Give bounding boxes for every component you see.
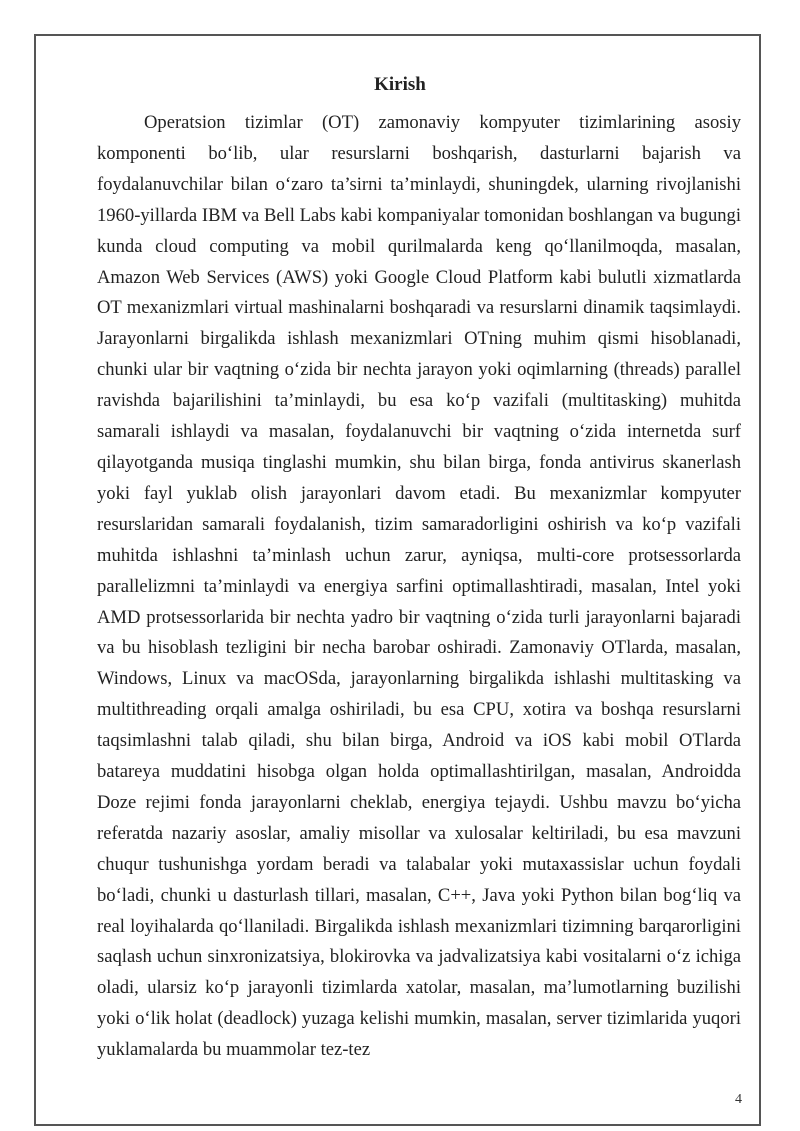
body-paragraph: Operatsion tizimlar (OT) zamonaviy kompyuter tizimlarining asosiy komponenti bo‘lib, ular resurslarni boshqarish, dasturlarni bajarish va foydalanuvchilar bilan o‘zaro ta’sirni ta’minlaydi, shuningdek, ularning rivojlanishi 1960-yillarda IBM va Bell Labs kabi kompaniyalar tomonidan boshlangan va bugungi kunda cloud computing va mobil qurilmalarda keng qo‘llanilmoqda, masalan, Amazon Web Services (AWS) yoki Google Cloud Platform kabi bulutli xizmatlarda OT mexanizmlari virtual mashinalarni boshqaradi va resurslarni dinamik taqsimlaydi. Jarayonlarni birgalikda ishlash mexanizmlari OTning muhim qismi hisoblanadi, chunki ular bir vaqtning o‘zida bir nechta jarayon yoki oqimlarning (threads) parallel ravishda bajarilishini ta’minlaydi, bu esa ko‘p vazifali (multitasking) muhitda samarali ishlaydi va masalan, foydalanuvchi bir vaqtning o‘zida internetda surf qilayotganda musiqa tinglashi mumkin, shu bilan birga, fonda antivirus skanerlash yoki fayl yuklab olish jarayonlari davom etadi. Bu mexanizmlar kompyuter resurslaridan samarali foydalanish, tizim samaradorligini oshirish va ko‘p vazifali muhitda ishlashni ta’minlash uchun zarur, ayniqsa, multi-core protsessorlarda parallelizmni ta’minlaydi va energiya sarfini optimallashtiradi, masalan, Intel yoki AMD protsessorlarida bir nechta yadro bir vaqtning o‘zida turli jarayonlarni bajaradi va bu hisoblash tezligini bir necha barobar oshiradi. Zamonaviy OTlarda, masalan, Windows, Linux va macOSda, jarayonlarning birgalikda ishlashi multitasking va multithreading orqali amalga oshiriladi, bu esa CPU, xotira va boshqa resurslarni taqsimlashni talab qiladi, shu bilan birga, Android va iOS kabi mobil OTlarda batareya muddatini hisobga olgan holda optimallashtirilgan, masalan, Androidda Doze rejimi fonda jarayonlarni cheklab, energiya tejaydi. Ushbu mavzu bo‘yicha referatda nazariy asoslar, amaliy misollar va xulosalar keltiriladi, bu esa mavzuni chuqur tushunishga yordam beradi va talabalar yoki mutaxassislar uchun foydali bo‘ladi, chunki u dasturlash tillari, masalan, C++, Java yoki Python bilan bog‘liq va real loyihalarda qo‘llaniladi. Birgalikda ishlash mexanizmlari tizimning barqarorligini saqlash uchun sinxronizatsiya, blokirovka va jadvalizatsiya kabi vositalarni o‘z ichiga oladi, ularsiz ko‘p jarayonli tizimlarda xatolar, masalan, ma’lumotlarning buzilishi yoki o‘lik holat (deadlock) yuzaga kelishi mumkin, masalan, server tizimlarida yuqori yuklamalarda bu muammolar tez-tez	[97, 112, 741, 1061]
section-heading: Kirish	[374, 74, 426, 95]
page-number: 4	[735, 1092, 742, 1107]
